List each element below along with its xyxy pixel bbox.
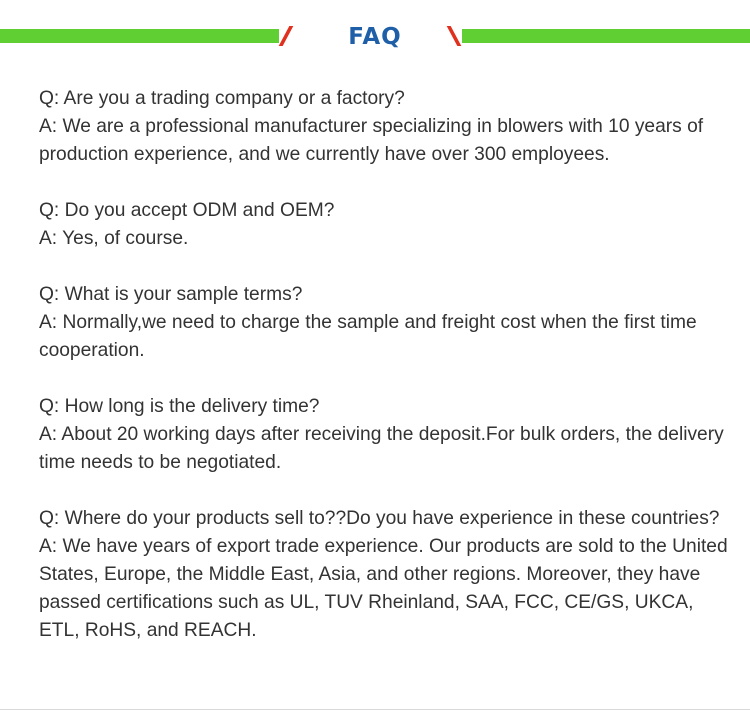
- header-bar-right: [462, 29, 750, 43]
- faq-answer: A: Yes, of course.: [39, 228, 189, 249]
- faq-item: [39, 281, 729, 365]
- faq-item: [39, 197, 729, 253]
- page-title: FAQ: [348, 24, 402, 50]
- faq-answer: A: About 20 working days after receiving the deposit.For bulk orders, the delivery time needs to be negotiated.: [39, 424, 724, 473]
- header-bar-left: [0, 29, 279, 43]
- faq-header: [0, 0, 750, 60]
- faq-question: Q: How long is the delivery time?: [39, 396, 320, 417]
- bottom-divider: [0, 709, 750, 710]
- faq-item: [39, 505, 729, 645]
- faq-answer: A: Normally,we need to charge the sample and freight cost when the first time cooperation.: [39, 312, 697, 361]
- faq-question: Q: Where do your products sell to??Do you have experience in these countries?: [39, 508, 720, 529]
- header-slash-left: [279, 26, 294, 46]
- faq-question: Q: Are you a trading company or a factory?: [39, 88, 405, 109]
- faq-item: [39, 85, 729, 169]
- faq-answer: A: We have years of export trade experience. Our products are sold to the United States, Europe, the Middle East, Asia, and other regions. Moreover, they have passed certifications such as UL, TUV Rheinland, SAA, FCC, CE/GS, UKCA, ETL, RoHS, and REACH.: [39, 536, 728, 641]
- faq-question: Q: Do you accept ODM and OEM?: [39, 200, 335, 221]
- faq-list: [39, 85, 729, 673]
- faq-answer: A: We are a professional manufacturer specializing in blowers with 10 years of production experience, and we currently have over 300 employees.: [39, 116, 704, 165]
- faq-item: [39, 393, 729, 477]
- faq-question: Q: What is your sample terms?: [39, 284, 303, 305]
